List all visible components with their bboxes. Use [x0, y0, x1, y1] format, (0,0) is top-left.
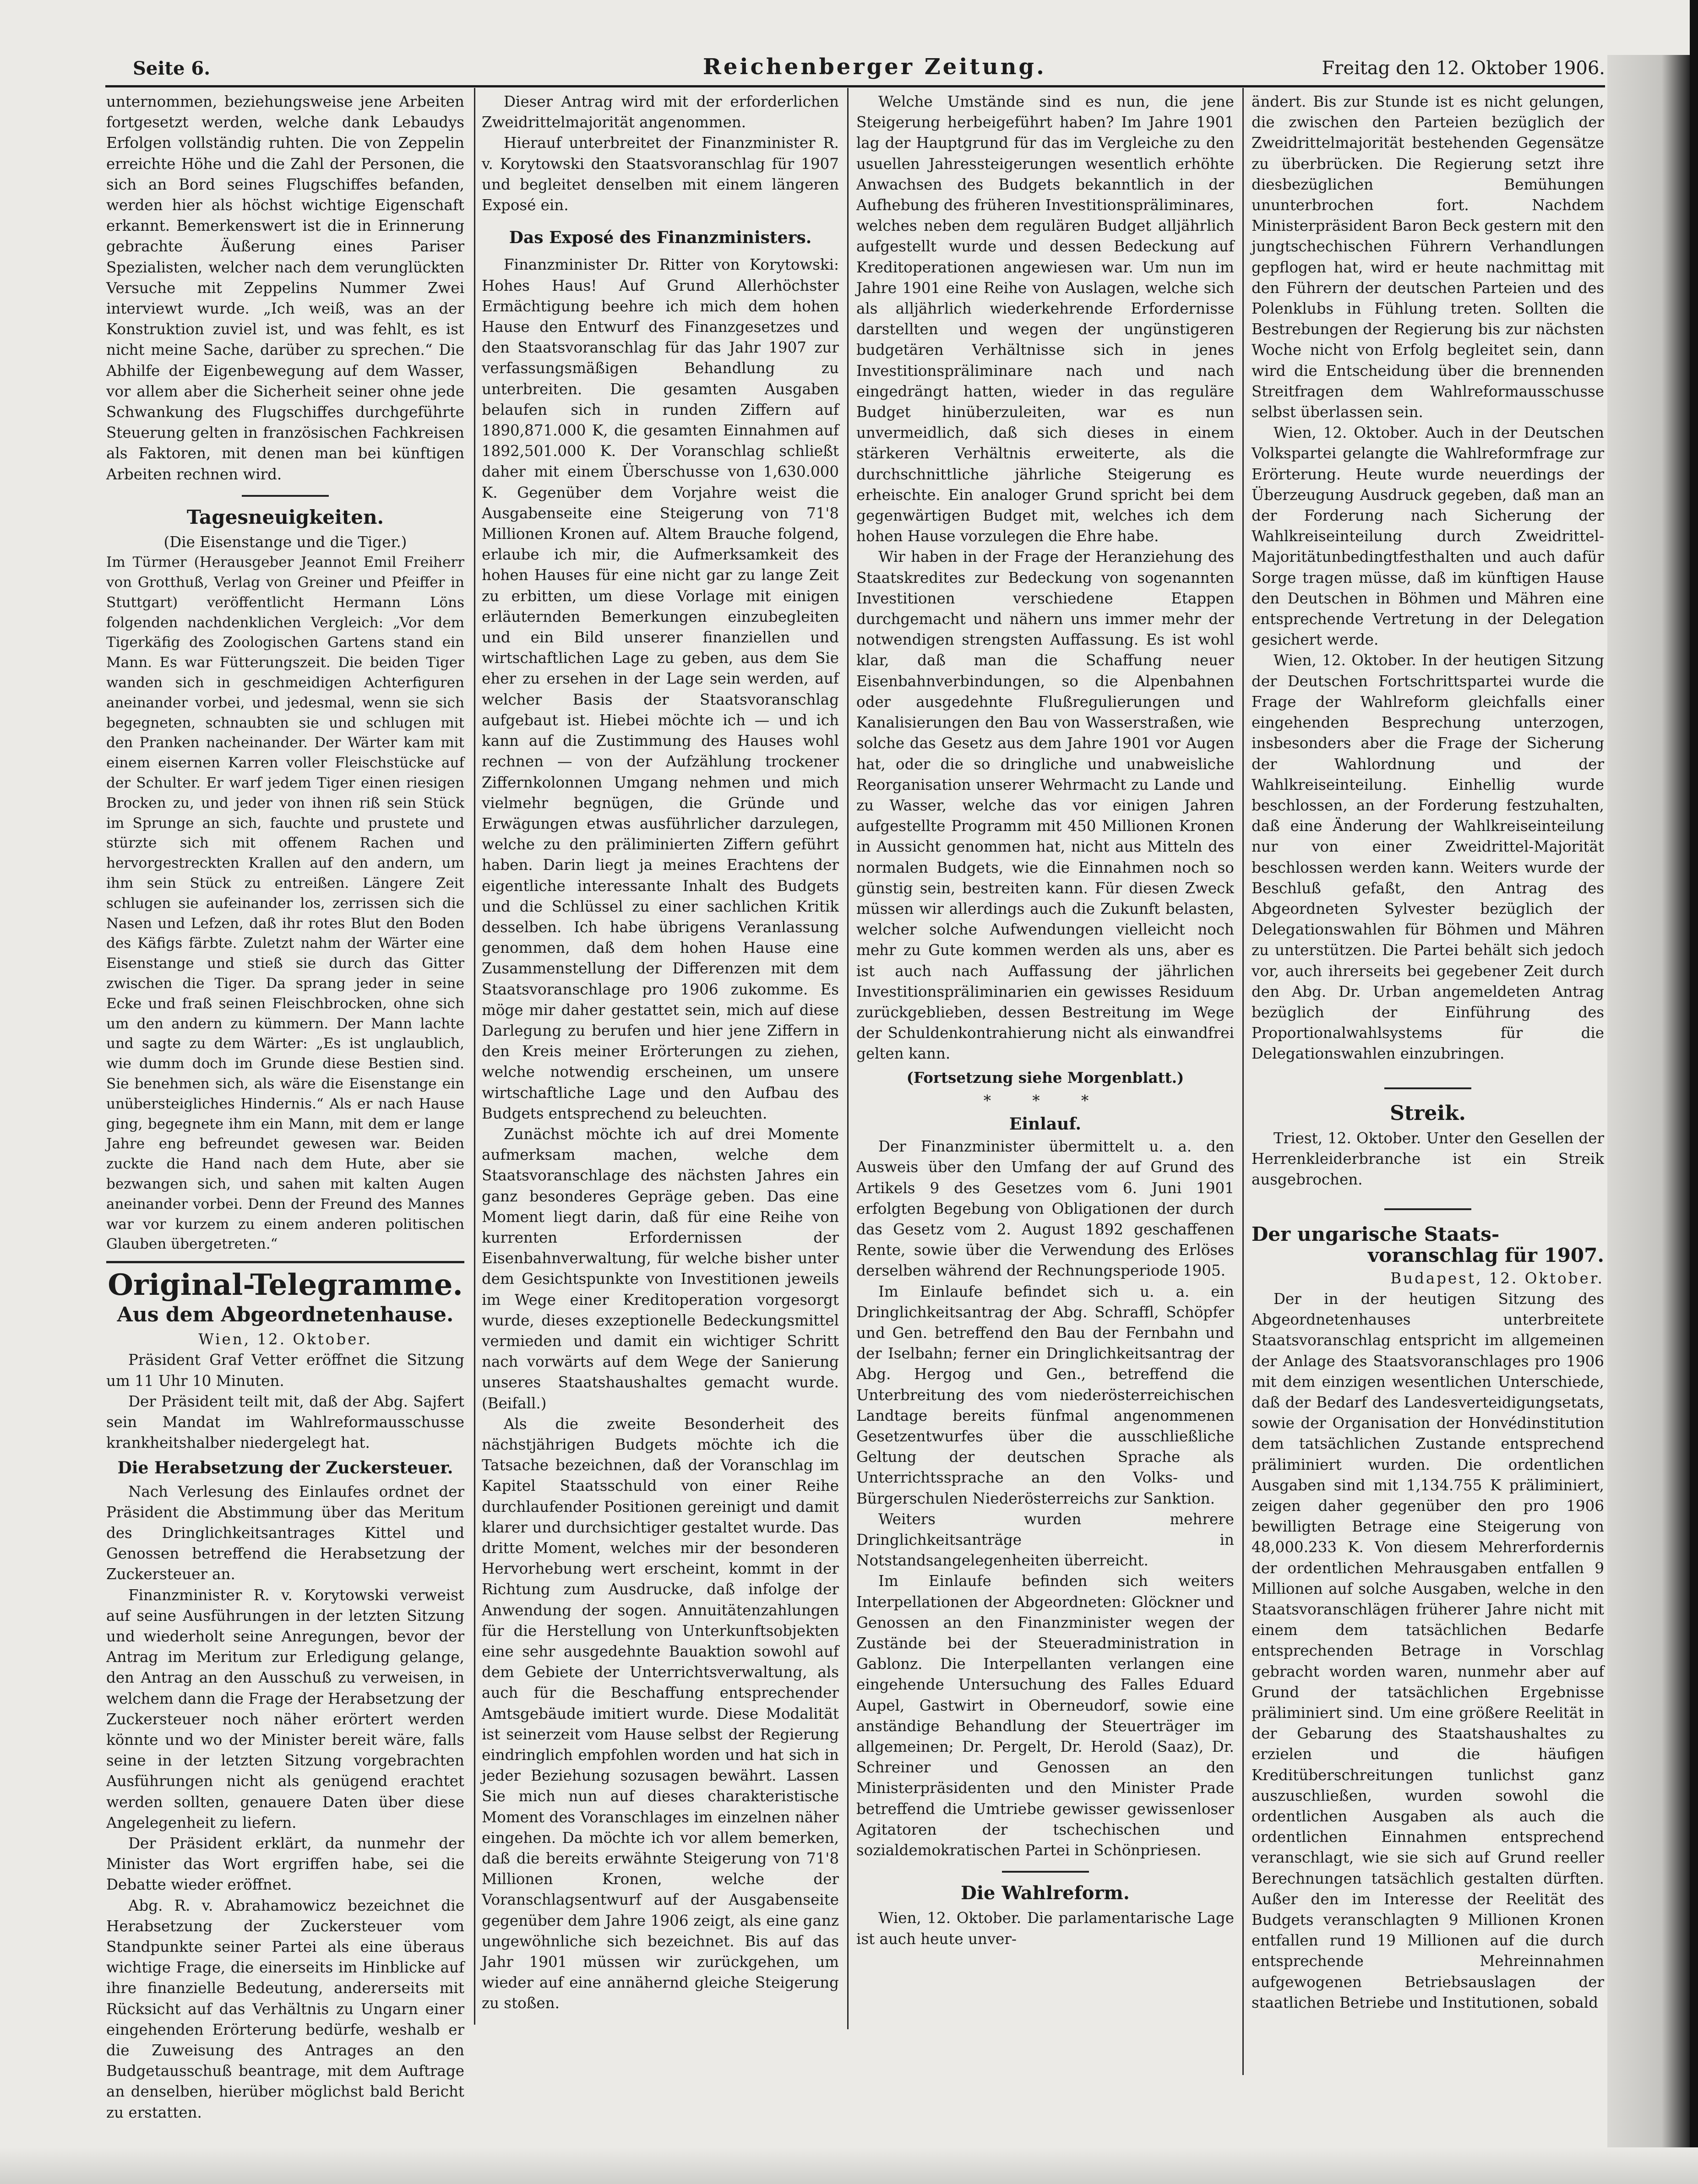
paragraph: ändert. Bis zur Stunde ist es nicht gelungen, die zwischen den Parteien bezüglich der Zweidrittelmajorität bestehenden Gegensätze zu überbrücken. Die Regierung setzt ihre diesbezüglichen Bemühungen ununterbrochen fort. Nachdem Ministerpräsident Baron Beck gestern mit den jungtschechischen Führern Verhandlungen gepflogen hat, wird er heute nachmittag mit den Führern der deutschen Parteien und des Polenklubs in Fühlung treten. Sollten die Bestrebungen der Regierung bis zur nächsten Woche nicht von Erfolg begleitet sein, dann wird die Entscheidung über die brennenden Streitfragen dem Wahlreformausschusse selbst überlassen sein.: [1252, 93, 1604, 421]
article-tiger: Im Türmer (Herausgeber Jeannot Emil Freiherr von Grotthuß, Verlag von Greiner und Pfeiffer in Stuttgart) veröffentlicht Hermann Löns folgenden nachdenklichen Vergleich: „Vor dem Tigerkäfig des Zoologischen Gartens stand ein Mann. Es war Fütterungszeit. Die beiden Tiger wanden sich in geschmeidigen Achterfiguren aneinander vorbei, und jedesmal, wenn sie sich begegneten, schnaubten sie und schlugen mit den Pranken nacheinander. Der Wärter kam mit einem eisernen Karren voller Fleischstücke auf der Schulter. Er warf jedem Tiger einen riesigen Brocken zu, und jeder von ihnen riß sein Stück im Sprunge an sich, fauchte und prustete und stürzte sich mit offenem Rachen und hervorgestreckten Krallen auf den andern, um ihm sein Stück zu entreißen. Längere Zeit schlugen sie aufeinander los, zerrissen sich die Nasen und Lefzen, daß ihr rotes Blut den Boden des Käfigs färbte. Zuletzt nahm der Wärter eine Eisenstange und stieß sie durch das Gitter zwischen die Tiger. Da sprang jeder in seine Ecke und fraß seinen Fleischbrocken, ohne sich um den andern zu kümmern. Der Mann lachte und sagte zu dem Wärter: „Es ist unglaublich, wie dumm doch im Grunde diese Bestien sind. Sie benehmen sich, als wäre die Eisenstange ein unübersteigliches Hindernis.“ Als er nach Hause ging, begegnete ihm ein Mann, mit dem er lange Jahre eng befreundet gewesen war. Beiden zuckte die Hand nach dem Hute, aber sie bezwangen sich, und sahen mit kalten Augen aneinander vorbei. Denn der Freund des Mannes war vor kurzem zu einem anderen politischen Glauben übergetreten.“: [106, 554, 464, 1253]
masthead: Reichenberger Zeitung.: [703, 54, 1046, 80]
adjacent-page-edge: [1607, 55, 1698, 2184]
header-rule: [105, 85, 1605, 87]
subheading-einlauf: Einlauf.: [1009, 1114, 1082, 1134]
section-heading-original-telegramme: Original-Telegramme.: [108, 1268, 463, 1303]
column-3: [856, 92, 1234, 2106]
page-bottom-shade: [0, 2147, 1698, 2184]
paragraph: Welche Umstände sind es nun, die jene Steigerung herbeigeführt haben? Im Jahre 1901 lag der Hauptgrund für das im Vergleiche zu den usuellen Jahressteigerungen wesentlich erhöhte Anwachsen des Budgets bekanntlich in der Aufhebung des früheren Investitionspräliminares, welches neben dem regulären Budget alljährlich aufgestellt wurde und dessen Bedeckung auf Kreditoperationen angewiesen war. Um nun im Jahre 1901 eine Reihe von Auslagen, welche sich als alljährlich wiederkehrende Erfordernisse darstellten und wegen der ungünstigeren budgetären Verhältnisse sich in jenes Investitionspräliminare nach und nach eingedrängt hatten, wieder in das reguläre Budget hinüberzuleiten, war es nun unvermeidlich, daß sich dieses in einem stärkeren Verhältnis erweiterte, als die durchschnittliche jährliche Steigerung es erheischte. Ein analoger Grund spricht bei dem gegenwärtigen Budget mit, welches ich dem hohen Hause vorzulegen die Ehre habe.: [856, 93, 1234, 545]
paragraph: Nach Verlesung des Einlaufes ordnet der Präsident die Abstimmung über das Meritum des Dringlichkeitsantrages Kittel und Genossen betreffend die Herabsetzung der Zuckersteuer an.: [106, 1483, 464, 1583]
column-rule-2: [847, 88, 849, 2029]
paragraph: Im Einlaufe befindet sich u. a. ein Dringlichkeitsantrag der Abg. Schraffl, Schöpfer und Gen. betreffend den Bau der Fernbahn und der Iselbahn; ferner ein Dringlichkeitsantrag der Abg. Hergog und Gen., betreffend die Unterbreitung des vom niederösterreichischen Landtage bereits fünfmal angenommenen Gesetzentwurfes über die ausschließliche Geltung der deutschen Sprache als Unterrichtssprache an den Volks- und Bürgerschulen Niederösterreichs zur Sanktion.: [856, 1282, 1234, 1507]
paragraph: Wir haben in der Frage der Heranziehung des Staatskredites zur Bedeckung von sogenannten Investitionen verschiedene Etappen durchgemacht und nähern uns immer mehr der notwendigen strengsten Auffassung. Es ist wohl klar, daß man die Schaffung neuer Eisenbahnverbindungen, so die Alpenbahnen oder ausgedehnte Flußregulierungen und Kanalisierungen den Bau von Wasserstraßen, wie solche das Gesetz aus dem Jahre 1901 vor Augen hat, oder die so dringliche und unabweisliche Reorganisation unserer Wehrmacht zu Lande und zu Wasser, welche das vor einigen Jahren aufgestellte Programm mit 450 Millionen Kronen in Aussicht genommen hat, nicht aus Mitteln des normalen Budgets, wie die Einnahmen noch so günstig sein, bestreiten kann. Für diesen Zweck müssen wir allerdings auch die Zukunft belasten, welcher solche Aufwendungen vielleicht noch mehr zu Gute kommen werden als uns, aber es ist auch nach Auffassung der jährlichen Investitionspräliminarien ein gewisses Residuum zurückgeblieben, dessen Bestreitung im Wege der Schuldenkontrahierung nicht als einwandfrei gelten kann.: [856, 548, 1234, 1063]
subheading-expose: Das Exposé des Finanzministers.: [509, 228, 812, 248]
paragraph: Wien, 12. Oktober. Die parlamentarische Lage ist auch heute unver-: [856, 1909, 1234, 1948]
subheading-abgeordnetenhaus: Aus dem Abgeordnetenhause.: [117, 1303, 454, 1327]
article-zeppelin-end: unternommen, beziehungsweise jene Arbeiten fortgesetzt werden, welche dank Lebaudys Erfolgen vollständig ruhten. Die von Zeppelin erreichte Höhe und die Zahl der Personen, die sich an Bord seines Flugschiffes befanden, werden hier als höchst wichtige Eigenschaft erkannt. Bemerkenswert ist die in Erinnerung gebrachte Äußerung eines Pariser Spezialisten, welcher nach dem verunglückten Versuche mit Zeppelins Nummer Zwei interviewt wurde. „Ich weiß, was an der Konstruktion zuviel ist, und was fehlt, es ist nicht meine Sache, darüber zu sprechen.“ Die Abhilfe der Eigenbewegung auf dem Wasser, vor allem aber die Sicherheit seiner ohne jede Schwankung des Flugschiffes durchgeführte Steuerung gelten in französischen Fachkreisen als Faktoren, mit denen man bei künftigen Arbeiten rechnen wird.: [106, 93, 464, 483]
separator: [106, 1261, 464, 1263]
scan-border: [1690, 0, 1698, 2184]
page-header: [133, 54, 1605, 87]
paragraph: Abg. R. v. Abrahamowicz bezeichnet die Herabsetzung der Zuckersteuer vom Standpunkte seiner Partei als eine überaus wichtige Frage, die einerseits im Hinblicke auf ihre finanzielle Bedeutung, andererseits mit Rücksicht auf das Verhältnis zu Ungarn einer eingehenden Erörterung bedürfe, weshalb er die Zuweisung des Antrages an den Budgetausschuß beantrage, mit dem Auftrage an denselben, hierüber möglichst bald Bericht zu erstatten.: [106, 1896, 464, 2121]
paragraph: Wien, 12. Oktober. Auch in der Deutschen Volkspartei gelangte die Wahlreformfrage zur Erörterung. Heute wurde neuerdings der Überzeugung Ausdruck gegeben, daß man an der Forderung nach Sicherung der Wahlkreiseinteilung durch Zweidrittel-Majoritätunbedingtfesthalten und auch dafür Sorge tragen müsse, daß im künftigen Hause den Deutschen in Böhmen und Mähren eine entsprechende Vertretung in der Delegation gesichert werde.: [1252, 424, 1604, 649]
separator: [1002, 1871, 1089, 1873]
page-number: Seite 6.: [133, 58, 211, 79]
column-2: [482, 92, 839, 2106]
paragraph: Finanzminister Dr. Ritter von Korytowski: Hohes Haus! Auf Grund Allerhöchster Ermächtigung beehre ich mich dem hohen Hause den Entwurf des Finanzgesetzes und den Staatsvoranschlag für das Jahr 1907 zur verfassungsmäßigen Behandlung zu unterbreiten. Die gesamten Ausgaben belaufen sich in runden Ziffern auf 1890,871.000 K, die gesamten Einnahmen auf 1892,501.000 K. Der Voranschlag schließt daher mit einem Überschusse von 1,630.000 K. Gegenüber dem Vorjahre weist die Ausgabenseite eine Steigerung von 71'8 Millionen Kronen auf. Altem Brauche folgend, erlaube ich mir, die Aufmerksamkeit des hohen Hauses für eine nicht gar zu lange Zeit zu erbitten, um diese Vorlage mit einigen erläuternden Bemerkungen einzubegleiten und ein Bild unserer finanziellen und wirtschaftlichen Lage zu geben, aus dem Sie eher zu ersehen in der Lage sein werden, auf welcher Basis der Staatsvoranschlag aufgebaut ist. Hiebei möchte ich — und ich kann auf die Zustimmung des Hauses wohl rechnen — von der Aufzählung trockener Ziffernkolonnen Umgang nehmen und mich vielmehr begnügen, die Gründe und Erwägungen etwas ausführlicher darzulegen, welche zu den präliminierten Ziffern geführt haben. Darin liegt ja meines Erachtens der eigentliche interessante Inhalt des Budgets und die Schlüssel zu einer sachlichen Kritik desselben. Ich habe übrigens Veranlassung genommen, daß dem hohen Hause eine Zusammenstellung der Differenzen mit dem Staatsvoranschlage pro 1906 zukomme. Es möge mir daher gestattet sein, mich auf diese Darlegung zu berufen und hier jene Ziffern in den Kreis meiner Erörterungen zu ziehen, welche notwendig erscheinen, um unsere wirtschaftliche Lage und den Aufbau des Budgets entsprechend zu beleuchten.: [482, 256, 839, 1122]
column-1: [106, 92, 464, 2121]
paragraph: Der Präsident erklärt, da nunmehr der Minister das Wort ergriffen habe, sei die Debatte wieder eröffnet.: [106, 1835, 464, 1894]
column-rule-3: [1242, 88, 1244, 2075]
section-stars: * * *: [983, 1092, 1107, 1109]
separator: [1384, 1208, 1471, 1210]
continuation-note: (Fortsetzung siehe Morgenblatt.): [906, 1068, 1184, 1087]
paragraph: Triest, 12. Oktober. Unter den Gesellen der Herrenkleiderbranche ist ein Streik ausgebrochen.: [1252, 1129, 1604, 1189]
paragraph: Der in der heutigen Sitzung des Abgeordnetenhauses unterbreitete Staatsvoranschlag entspricht im allgemeinen der Anlage des Staatsvoranschlages pro 1906 mit dem einzigen wesentlichen Unterschiede, daß der Bedarf des Landesverteidigungsetats, sowie der Organisation der Honvédinstitution dem tatsächlichen Zustande entsprechend präliminiert wurden. Die ordentlichen Ausgaben sind mit 1,134.755 K präliminiert, zeigen daher gegenüber den pro 1906 bewilligten Betrage eine Steigerung von 48,000.233 K. Von diesem Mehrerfordernis der ordentlichen Mehrausgaben entfallen 9 Millionen auf solche Ausgaben, welche in den Staatsvoranschlägen früherer Jahre nicht mit einem dem tatsächlichen Bedarfe entsprechenden Betrage in Vorschlag gebracht worden waren, nunmehr aber auf Grund der tatsächlichen Ergebnisse präliminiert sind. Um eine größere Reelität in der Gebarung des Staatshaushaltes zu erzielen und die häufigen Kreditüberschreitungen tunlichst ganz auszuschließen, wurden sowohl die ordentlichen Ausgaben als auch die ordentlichen Einnahmen entsprechend veranschlagt, wie sie sich auf Grund reeller Berechnungen tatsächlich gestalten dürften. Außer den im Interesse der Reelität des Budgets veranschlagten 9 Millionen Kronen entfallen rund 19 Millionen auf die durch entsprechende Mehreinnahmen aufgewogenen Betriebsauslagen der staatlichen Betriebe und Institutionen, sobald: [1252, 1290, 1604, 2011]
paragraph: Weiters wurden mehrere Dringlichkeitsanträge in Notstandsangelegenheiten überreicht.: [856, 1510, 1234, 1570]
column-rule-1: [474, 88, 475, 2025]
paragraph: Zunächst möchte ich auf drei Momente aufmerksam machen, welche dem Staatsvoranschlage des nächsten Jahres ein ganz besonderes Gepräge geben. Das eine Moment liegt darin, daß für eine Reihe von kurrenten Erfordernissen der Eisenbahnverwaltung, für welche bisher unter dem Gesichtspunkte von Investitionen jeweils im Wege einer Kreditoperation vorgesorgt wurde, dieses exzeptionelle Bedeckungsmittel vermieden und damit ein wichtiger Schritt nach vorwärts auf dem Wege der Sanierung unseres Staatshaushaltes gemacht wurde. (Beifall.): [482, 1125, 839, 1412]
section-heading-tagesneuigkeiten: Tagesneuigkeiten.: [186, 505, 384, 528]
subheading-wahlreform: Die Wahlreform.: [961, 1882, 1130, 1904]
article-subhead-tiger: (Die Eisenstange und die Tiger.): [163, 533, 407, 551]
paragraph: Präsident Graf Vetter eröffnet die Sitzung um 11 Uhr 10 Minuten.: [106, 1351, 464, 1390]
paragraph: Finanzminister R. v. Korytowski verweist auf seine Ausführungen in der letzten Sitzung und wiederholt seine Anregungen, bevor der Antrag im Meritum zur Erledigung gelange, den Antrag an den Ausschuß zu verweisen, in welchem dann die Frage der Herabsetzung der Zuckersteuer noch näher erörtert werden könnte und wo der Minister bereit wäre, falls seine in der letzten Sitzung vorgebrachten Ausführungen nicht als genügend erachtet werden sollten, genauere Daten über diese Angelegenheit zu liefern.: [106, 1586, 464, 1831]
paragraph: Als die zweite Besonderheit des nächstjährigen Budgets möchte ich die Tatsache bezeichnen, daß der Voranschlag im Kapitel Staatsschuld von einer Reihe durchlaufender Positionen gereinigt und damit klarer und durchsichtiger gestaltet wurde. Das dritte Moment, welches mir der besonderen Hervorhebung wert erscheint, kommt in der Richtung zum Ausdrucke, daß infolge der Anwendung der sogen. Annuitätenzahlungen für die Herstellung von Unterkunftsobjekten eine sehr ausgedehnte Bauaktion sowohl auf dem Gebiete der Unterrichtsverwaltung, als auch für die Beschaffung entsprechender Amtsgebäude imitiert wurde. Diese Modalität ist seinerzeit vom Hause selbst der Regierung eindringlich empfohlen worden und hat sich in jeder Beziehung sozusagen bewährt. Lassen Sie mich nun auf dieses charakteristische Moment des Voranschlages im einzelnen näher eingehen. Da möchte ich vor allem bemerken, daß die bereits erwähnte Steigerung von 71'8 Millionen Kronen, welche der Voranschlagsentwurf auf der Ausgabenseite gegenüber dem Jahre 1906 zeigt, als eine ganz ungewöhnliche sich bezeichnet. Bis auf das Jahr 1901 müssen wir zurückgehen, um wieder auf eine annähernd gleiche Steigerung zu stoßen.: [482, 1415, 839, 2012]
separator: [1384, 1087, 1471, 1089]
dateline: Wien, 12. Oktober.: [198, 1331, 372, 1348]
column-4: [1252, 92, 1604, 2106]
subheading-zuckersteuer: Die Herabsetzung der Zuckersteuer.: [117, 1458, 453, 1478]
paragraph: Der Präsident teilt mit, daß der Abg. Sajfert sein Mandat im Wahlreformausschusse krankheitshalber niedergelegt hat.: [106, 1392, 464, 1452]
paragraph: Wien, 12. Oktober. In der heutigen Sitzung der Deutschen Fortschrittspartei wurde die Frage der Wahlreform gleichfalls einer eingehenden Besprechung unterzogen, insbesonders aber die Frage der Sicherung der Wahlordnung und der Wahlkreiseinteilung. Einhellig wurde beschlossen, an der Forderung festzuhalten, daß eine Änderung der Wahlkreiseinteilung nur von einer Zweidrittel-Majorität beschlossen werden kann. Weiters wurde der Beschluß gefaßt, den Antrag des Abgeordneten Sylvester bezüglich der Delegationswahlen für Böhmen und Mähren zu unterstützen. Die Partei behält sich jedoch vor, auch ihrerseits bei gegebener Zeit durch den Abg. Dr. Urban angemeldeten Antrag bezüglich der Einführung des Proportionalwahlsystems für die Delegationswahlen einzubringen.: [1252, 652, 1604, 1063]
paragraph: Dieser Antrag wird mit der erforderlichen Zweidrittelmajorität angenommen.: [482, 93, 839, 131]
subheading-ungarn-1: Der ungarische Staats-: [1252, 1223, 1500, 1246]
dateline: Budapest, 12. Oktober.: [1390, 1269, 1604, 1287]
subheading-streik: Streik.: [1390, 1101, 1466, 1125]
issue-date: Freitag den 12. Oktober 1906.: [1322, 58, 1605, 79]
paragraph: Hierauf unterbreitet der Finanzminister R. v. Korytowski den Staatsvoranschlag für 1907 und begleitet denselben mit einem längeren Exposé ein.: [482, 134, 839, 214]
paragraph: Der Finanzminister übermittelt u. a. den Ausweis über den Umfang der auf Grund des Artikels 9 des Gesetzes vom 6. Juni 1901 erfolgten Begebung von Obligationen der durch das Gesetz vom 2. August 1892 geschaffenen Rente, sowie über die Verwendung des Erlöses derselben während der Rechnungsperiode 1905.: [856, 1138, 1234, 1280]
separator: [242, 495, 329, 497]
subheading-ungarn-2: voranschlag für 1907.: [1367, 1244, 1604, 1266]
paragraph: Im Einlaufe befinden sich weiters Interpellationen der Abgeordneten: Glöckner und Genossen an den Finanzminister wegen der Zustände bei der Steueradministration in Gablonz. Die Interpellanten verlangen eine eingehende Untersuchung des Falles Eduard Aupel, Gastwirt in Oberneudorf, sowie eine anständige Behandlung der Steuerträger im allgemeinen; Dr. Pergelt, Dr. Herold (Saaz), Dr. Schreiner und Genossen an den Ministerpräsidenten und den Minister Prade betreffend die Umtriebe gewisser gewissenloser Agitatoren der tschechischen und sozialdemokratischen Partei in Schönpriesen.: [856, 1572, 1234, 1859]
